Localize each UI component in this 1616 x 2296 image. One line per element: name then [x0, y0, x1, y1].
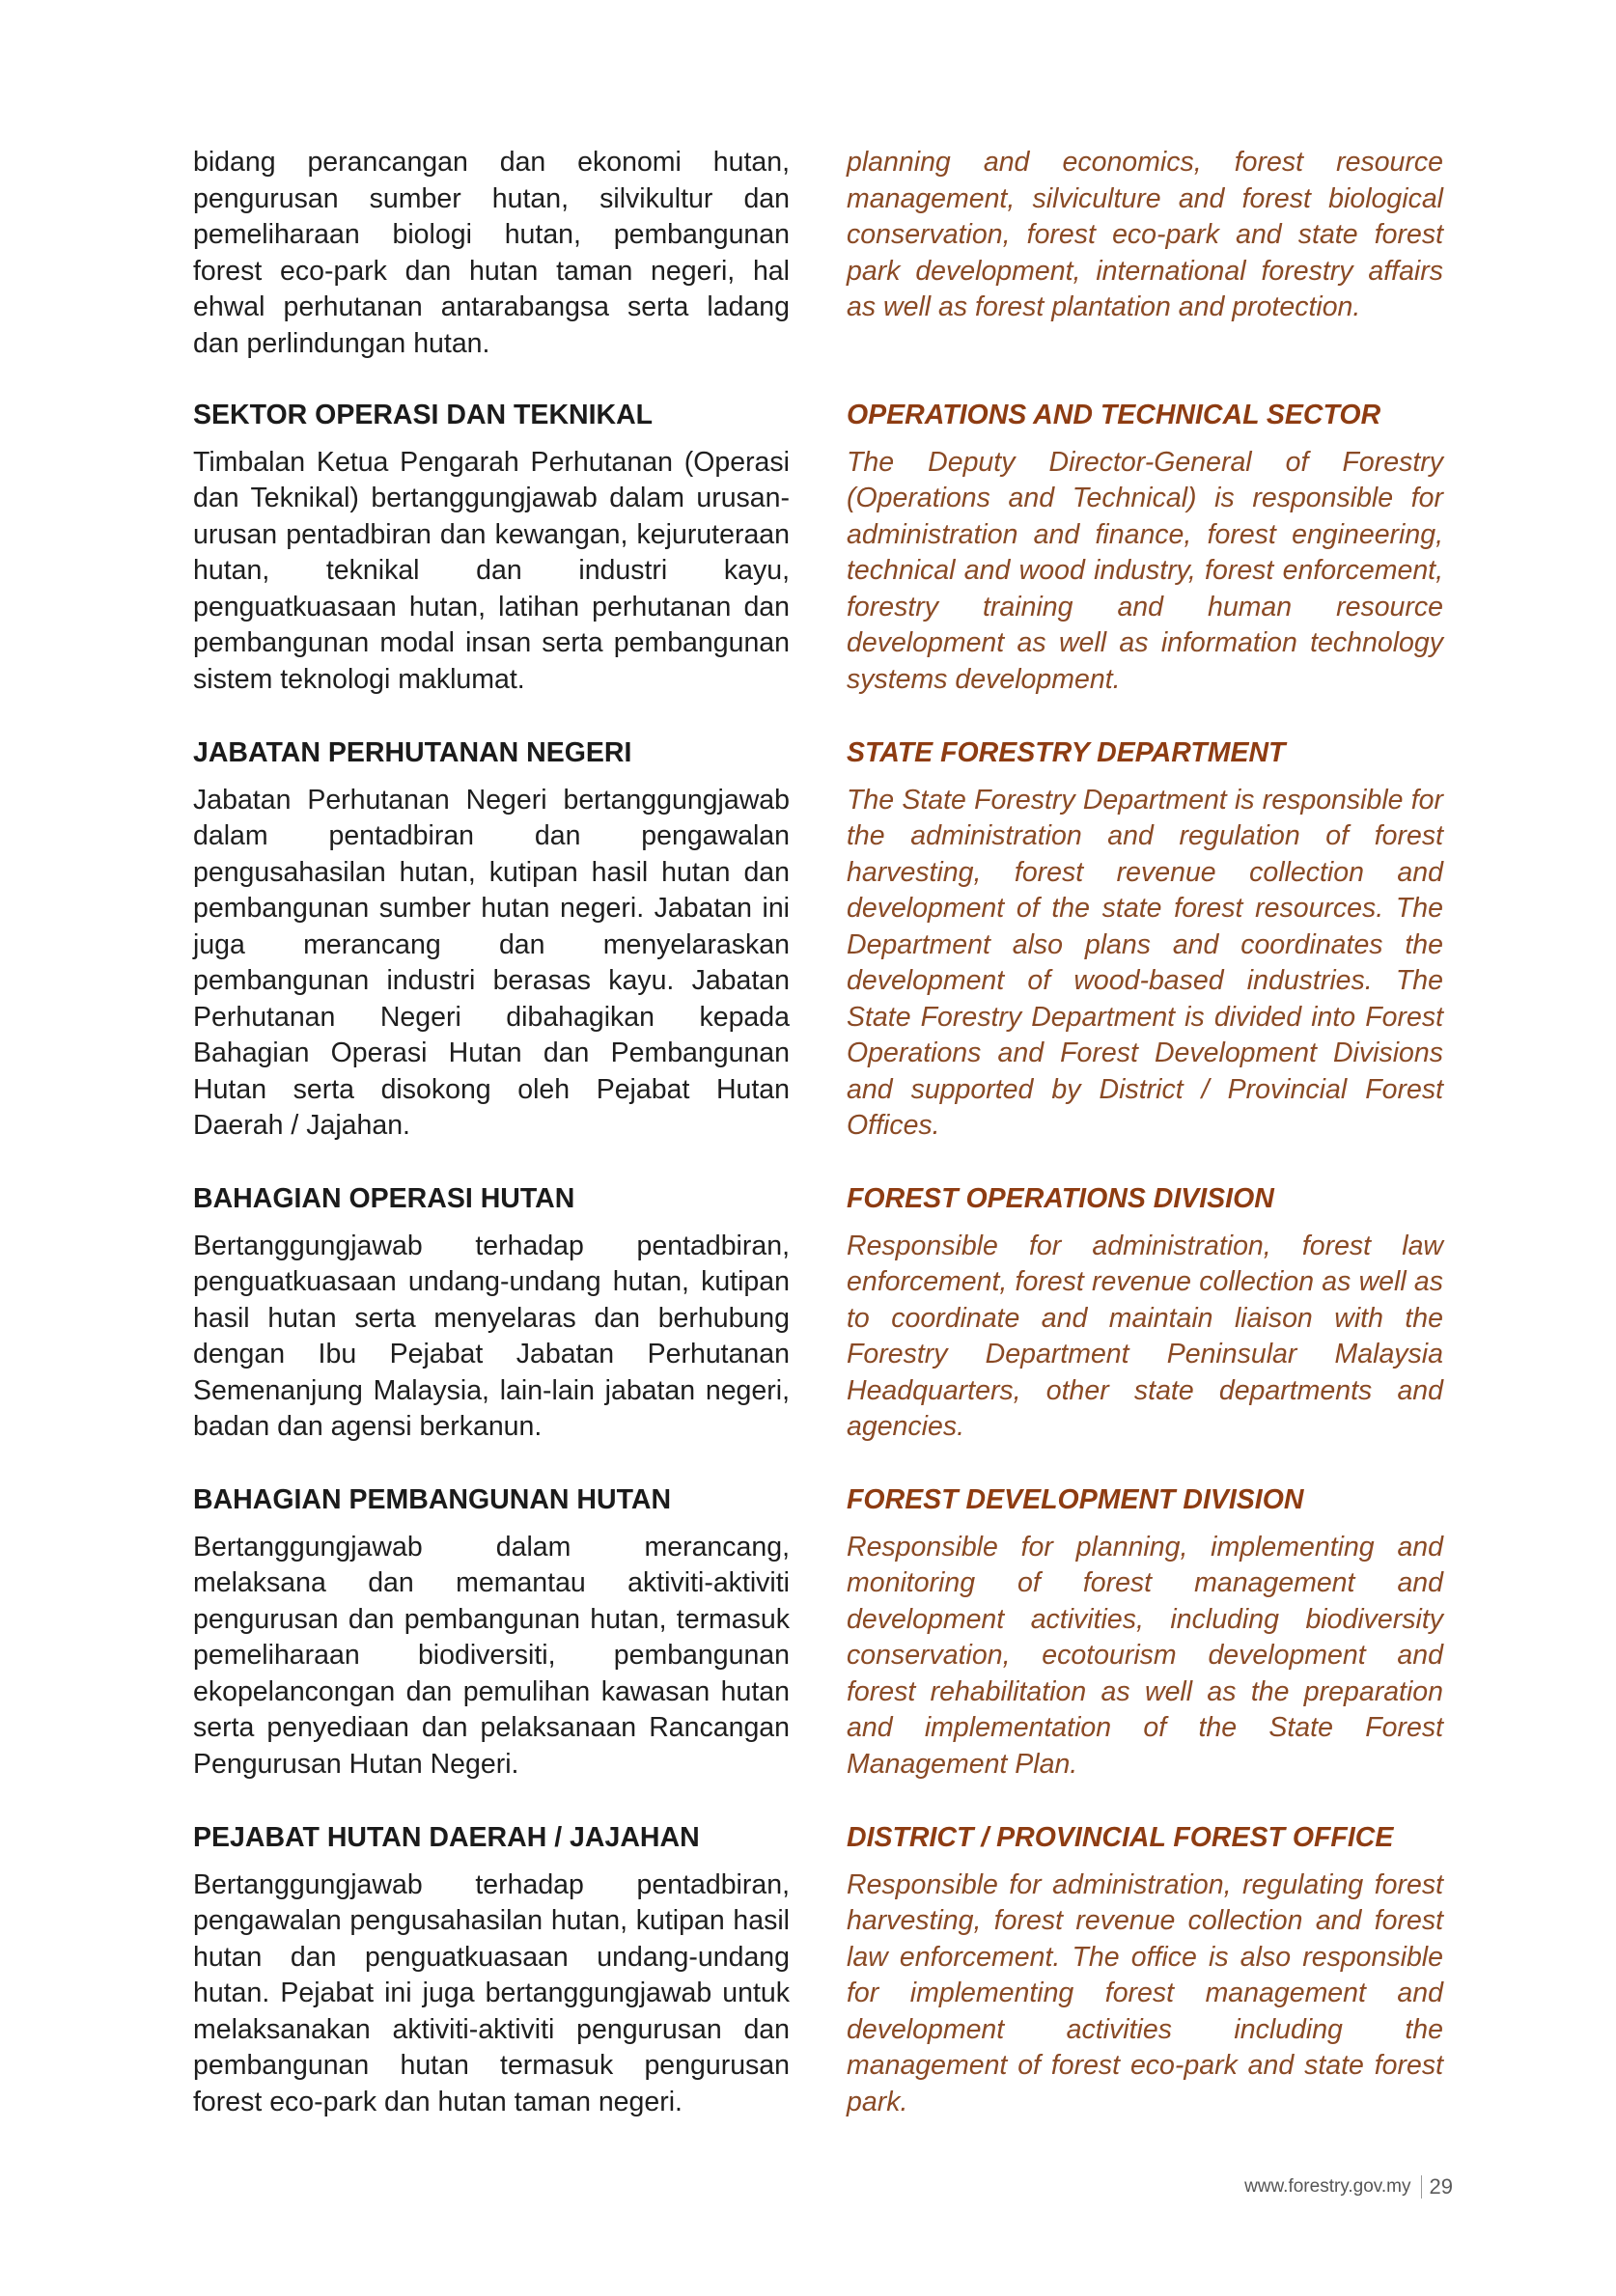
section-heading: JABATAN PERHUTANAN NEGERI: [193, 737, 632, 768]
section-body: Bertanggungjawab dalam merancang, melaksana dan memantau aktiviti-aktiviti pengurusan dan pembangunan hutan, termasuk pemeliharaan biodiversiti, pembangunan ekopelancongan dan pemulihan kawasan hutan serta penyediaan dan pelaksanaan Rancangan Pengurusan Hutan Negeri.: [193, 1531, 790, 1780]
section-body: Responsible for administration, regulating forest harvesting, forest revenue collection and forest law enforcement. The office is also responsible for implementing forest management and development activities including the management of forest eco-park and state forest park.: [847, 1868, 1443, 2117]
section-bahagian-operasi-hutan: [193, 1181, 790, 1446]
footer-divider: [1421, 2175, 1422, 2199]
section-heading: FOREST OPERATIONS DIVISION: [847, 1183, 1274, 1214]
section-bahagian-pembangunan-hutan: [193, 1482, 790, 1783]
section-body: Bertanggungjawab terhadap pentadbiran, penguatkuasaan undang-undang hutan, kutipan hasil hutan serta menyelaras dan berhubung dengan Ibu Pejabat Jabatan Perhutanan Semenanjung Malaysia, lain-lain jabatan negeri, badan dan agensi berkanun.: [193, 1230, 790, 1442]
section-heading: PEJABAT HUTAN DAERAH / JAJAHAN: [193, 1822, 700, 1853]
section-state-forestry-department: [847, 735, 1443, 1145]
section-pejabat-hutan-daerah: [193, 1820, 790, 2120]
section-heading: SEKTOR OPERASI DAN TEKNIKAL: [193, 400, 654, 430]
section-operations-technical: [847, 398, 1443, 698]
intro-paragraph-english: planning and economics, forest resource management, silviculture and forest biological conservation, forest eco-park and state forest park development, international forestry affairs as well as forest plantation and protection.: [847, 147, 1443, 322]
section-body: Responsible for administration, forest law enforcement, forest revenue collection as well as to coordinate and maintain liaison with the Forestry Department Peninsular Malaysia Headquarters, other state departments and agencies.: [847, 1230, 1443, 1442]
section-district-provincial-forest-office: [847, 1820, 1443, 2120]
intro-paragraph-malay: bidang perancangan dan ekonomi hutan, pengurusan sumber hutan, silvikultur dan pemeliharaan biologi hutan, pembangunan forest eco-park dan hutan taman negeri, hal ehwal perhutanan antarabangsa serta ladang dan perlindungan hutan.: [193, 147, 790, 359]
section-forest-operations-division: [847, 1181, 1443, 1446]
section-body: The Deputy Director-General of Forestry (Operations and Technical) is responsible for administration and finance, forest engineering, technical and wood industry, forest enforcement, forestry training and human resource development as well as information technology systems development.: [847, 446, 1443, 695]
section-body: Jabatan Perhutanan Negeri bertanggungjawab dalam pentadbiran dan pengawalan pengusahasilan hutan, kutipan hasil hutan dan pembangunan sumber hutan negeri. Jabatan ini juga merancang dan menyelaraskan pembangunan industri berasas kayu. Jabatan Perhutanan Negeri dibahagikan kepada Bahagian Operasi Hutan dan Pembangunan Hutan serta disokong oleh Pejabat Hutan Daerah / Jajahan.: [193, 784, 790, 1141]
section-heading: OPERATIONS AND TECHNICAL SECTOR: [847, 400, 1381, 430]
section-sektor-operasi: [193, 398, 790, 698]
section-heading: BAHAGIAN PEMBANGUNAN HUTAN: [193, 1484, 672, 1515]
page-footer: [1244, 2173, 1453, 2200]
section-body: Responsible for planning, implementing and monitoring of forest management and development activities, including biodiversity conservation, ecotourism development and forest rehabilitation as well as the preparation and implementation of the State Forest Management Plan.: [847, 1531, 1443, 1780]
section-body: Bertanggungjawab terhadap pentadbiran, pengawalan pengusahasilan hutan, kutipan hasil hutan dan penguatkuasaan undang-undang hutan. Pejabat ini juga bertanggungjawab untuk melaksanakan aktiviti-aktiviti pengurusan dan pembangunan hutan termasuk pengurusan forest eco-park dan hutan taman negeri.: [193, 1868, 790, 2117]
section-heading: FOREST DEVELOPMENT DIVISION: [847, 1484, 1304, 1515]
section-body: Timbalan Ketua Pengarah Perhutanan (Operasi dan Teknikal) bertanggungjawab dalam urusan-urusan pentadbiran dan kewangan, kejuruteraan hutan, teknikal dan industri kayu, penguatkuasaan hutan, latihan perhutanan dan pembangunan modal insan serta pembangunan sistem teknologi maklumat.: [193, 446, 790, 695]
section-heading: DISTRICT / PROVINCIAL FOREST OFFICE: [847, 1822, 1394, 1853]
section-forest-development-division: [847, 1482, 1443, 1783]
page-number: 29: [1429, 2174, 1453, 2199]
section-jabatan-perhutanan-negeri: [193, 735, 790, 1145]
footer-website-url: www.forestry.gov.my: [1244, 2176, 1411, 2197]
section-heading: STATE FORESTRY DEPARTMENT: [847, 737, 1286, 768]
section-body: The State Forestry Department is responsible for the administration and regulation of forest harvesting, forest revenue collection and development of the state forest resources. The Department also plans and coordinates the development of wood-based industries. The State Forestry Department is divided into Forest Operations and Forest Development Divisions and supported by District / Provincial Forest Offices.: [847, 784, 1443, 1141]
section-heading: BAHAGIAN OPERASI HUTAN: [193, 1183, 575, 1214]
